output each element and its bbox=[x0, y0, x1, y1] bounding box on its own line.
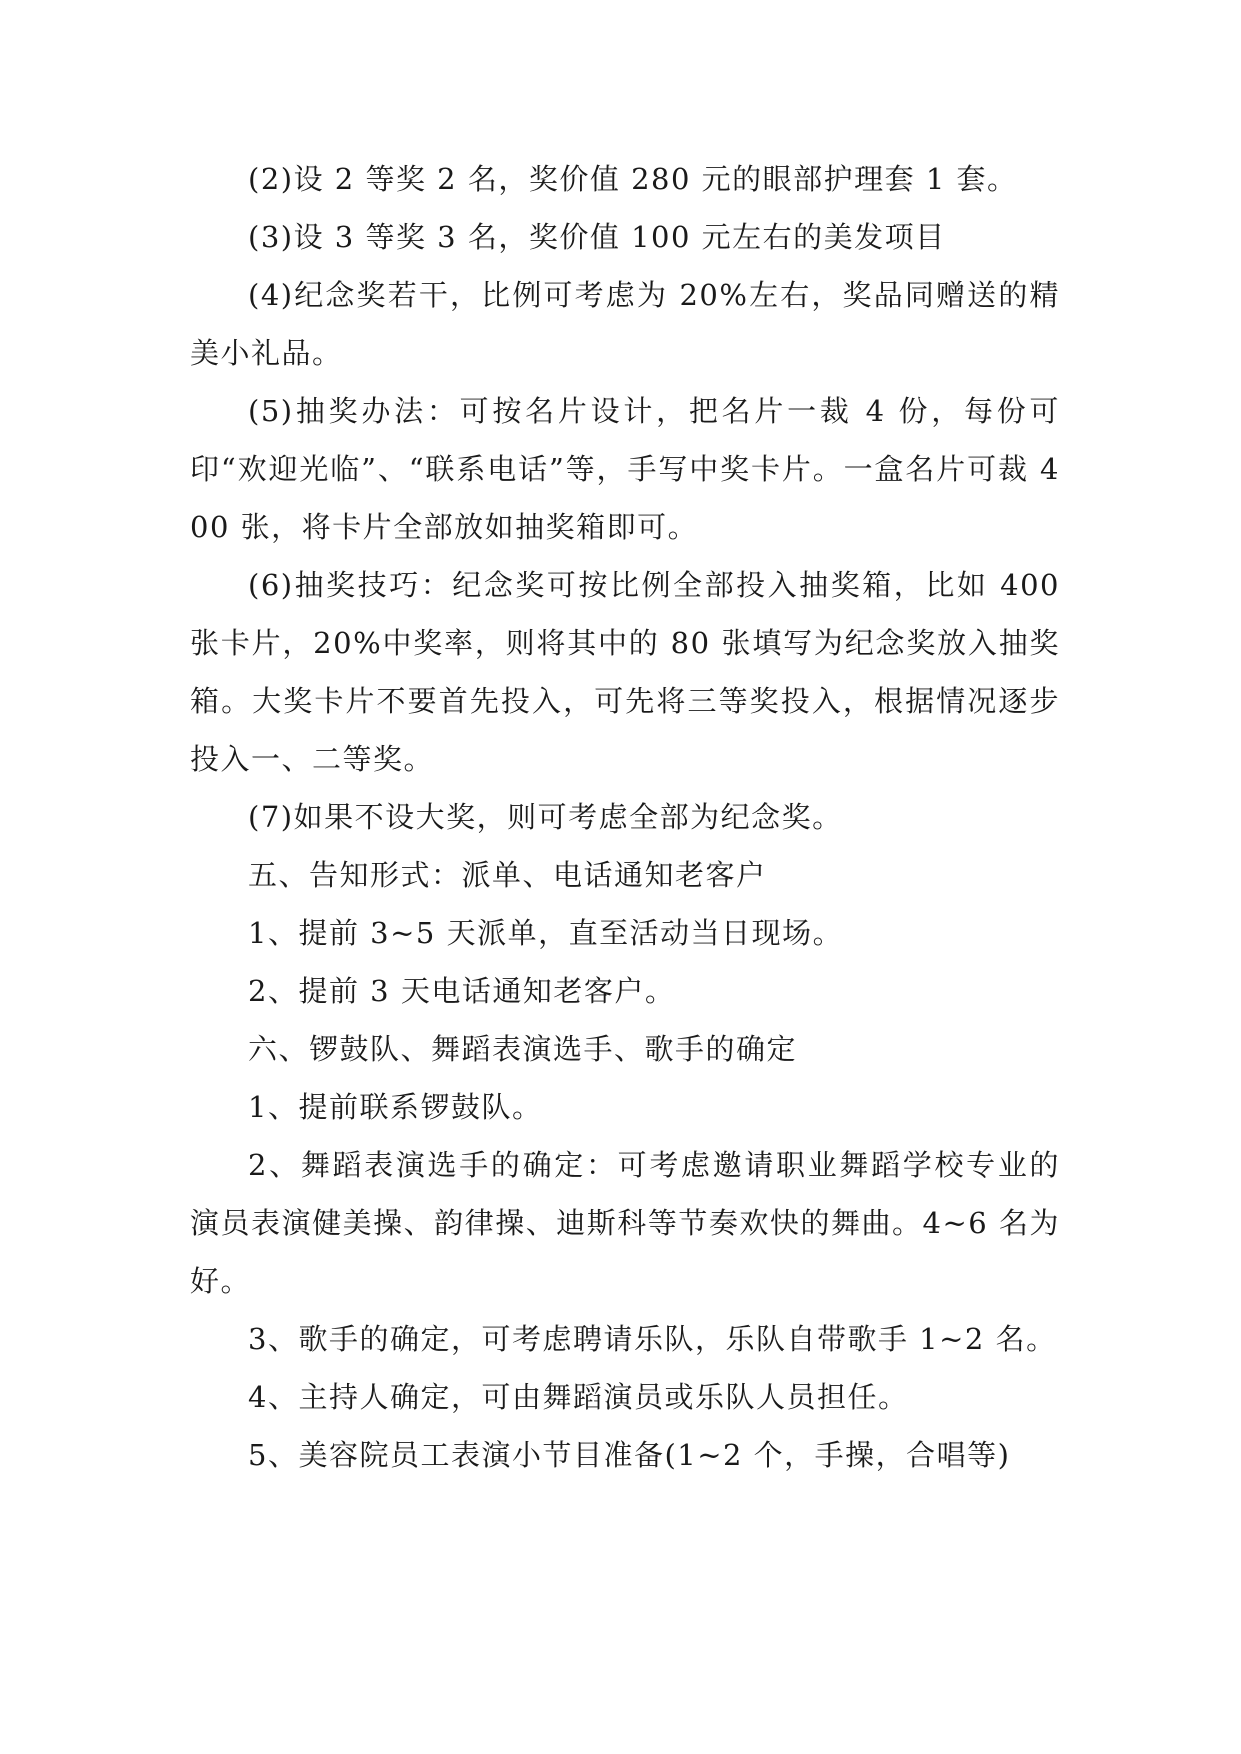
paragraph-staff-show: 5、美容院员工表演小节目准备(1~2 个，手操，合唱等) bbox=[248, 1438, 1011, 1472]
section-heading-performers: 六、锣鼓队、舞蹈表演选手、歌手的确定 bbox=[248, 1032, 798, 1066]
document-body bbox=[190, 150, 1060, 1484]
paragraph-flyers: 1、提前 3~5 天派单，直至活动当日现场。 bbox=[248, 916, 844, 950]
paragraph-host: 4、主持人确定，可由舞蹈演员或乐队人员担任。 bbox=[248, 1380, 909, 1414]
paragraph-no-grand-prize: (7)如果不设大奖，则可考虑全部为纪念奖。 bbox=[248, 800, 843, 834]
paragraph-phone-notice: 2、提前 3 天电话通知老客户。 bbox=[248, 974, 676, 1008]
paragraph-singers: 3、歌手的确定，可考虑聘请乐队，乐队自带歌手 1~2 名。 bbox=[248, 1322, 1057, 1356]
section-heading-notification: 五、告知形式：派单、电话通知老客户 bbox=[248, 858, 767, 892]
paragraph-prize-2: (2)设 2 等奖 2 名，奖价值 280 元的眼部护理套 1 套。 bbox=[248, 162, 1018, 196]
paragraph-prize-3: (3)设 3 等奖 3 名，奖价值 100 元左右的美发项目 bbox=[248, 220, 946, 254]
paragraph-drum-team: 1、提前联系锣鼓队。 bbox=[248, 1090, 543, 1124]
paragraph-lottery-method: (5)抽奖办法：可按名片设计，把名片一裁 4 份，每份可印“欢迎光临”、“联系电话”等，手写中奖卡片。一盒名片可裁 400 张，将卡片全部放如抽奖箱即可。 bbox=[190, 394, 1060, 544]
paragraph-commemorative-prize: (4)纪念奖若干，比例可考虑为 20%左右，奖品同赠送的精美小礼品。 bbox=[190, 278, 1060, 370]
paragraph-dancers: 2、舞蹈表演选手的确定：可考虑邀请职业舞蹈学校专业的演员表演健美操、韵律操、迪斯科等节奏欢快的舞曲。4~6 名为好。 bbox=[190, 1148, 1060, 1298]
paragraph-lottery-tips: (6)抽奖技巧：纪念奖可按比例全部投入抽奖箱，比如 400 张卡片，20%中奖率，则将其中的 80 张填写为纪念奖放入抽奖箱。大奖卡片不要首先投入，可先将三等奖投入，根据情况逐步投入一、二等奖。 bbox=[190, 568, 1060, 776]
